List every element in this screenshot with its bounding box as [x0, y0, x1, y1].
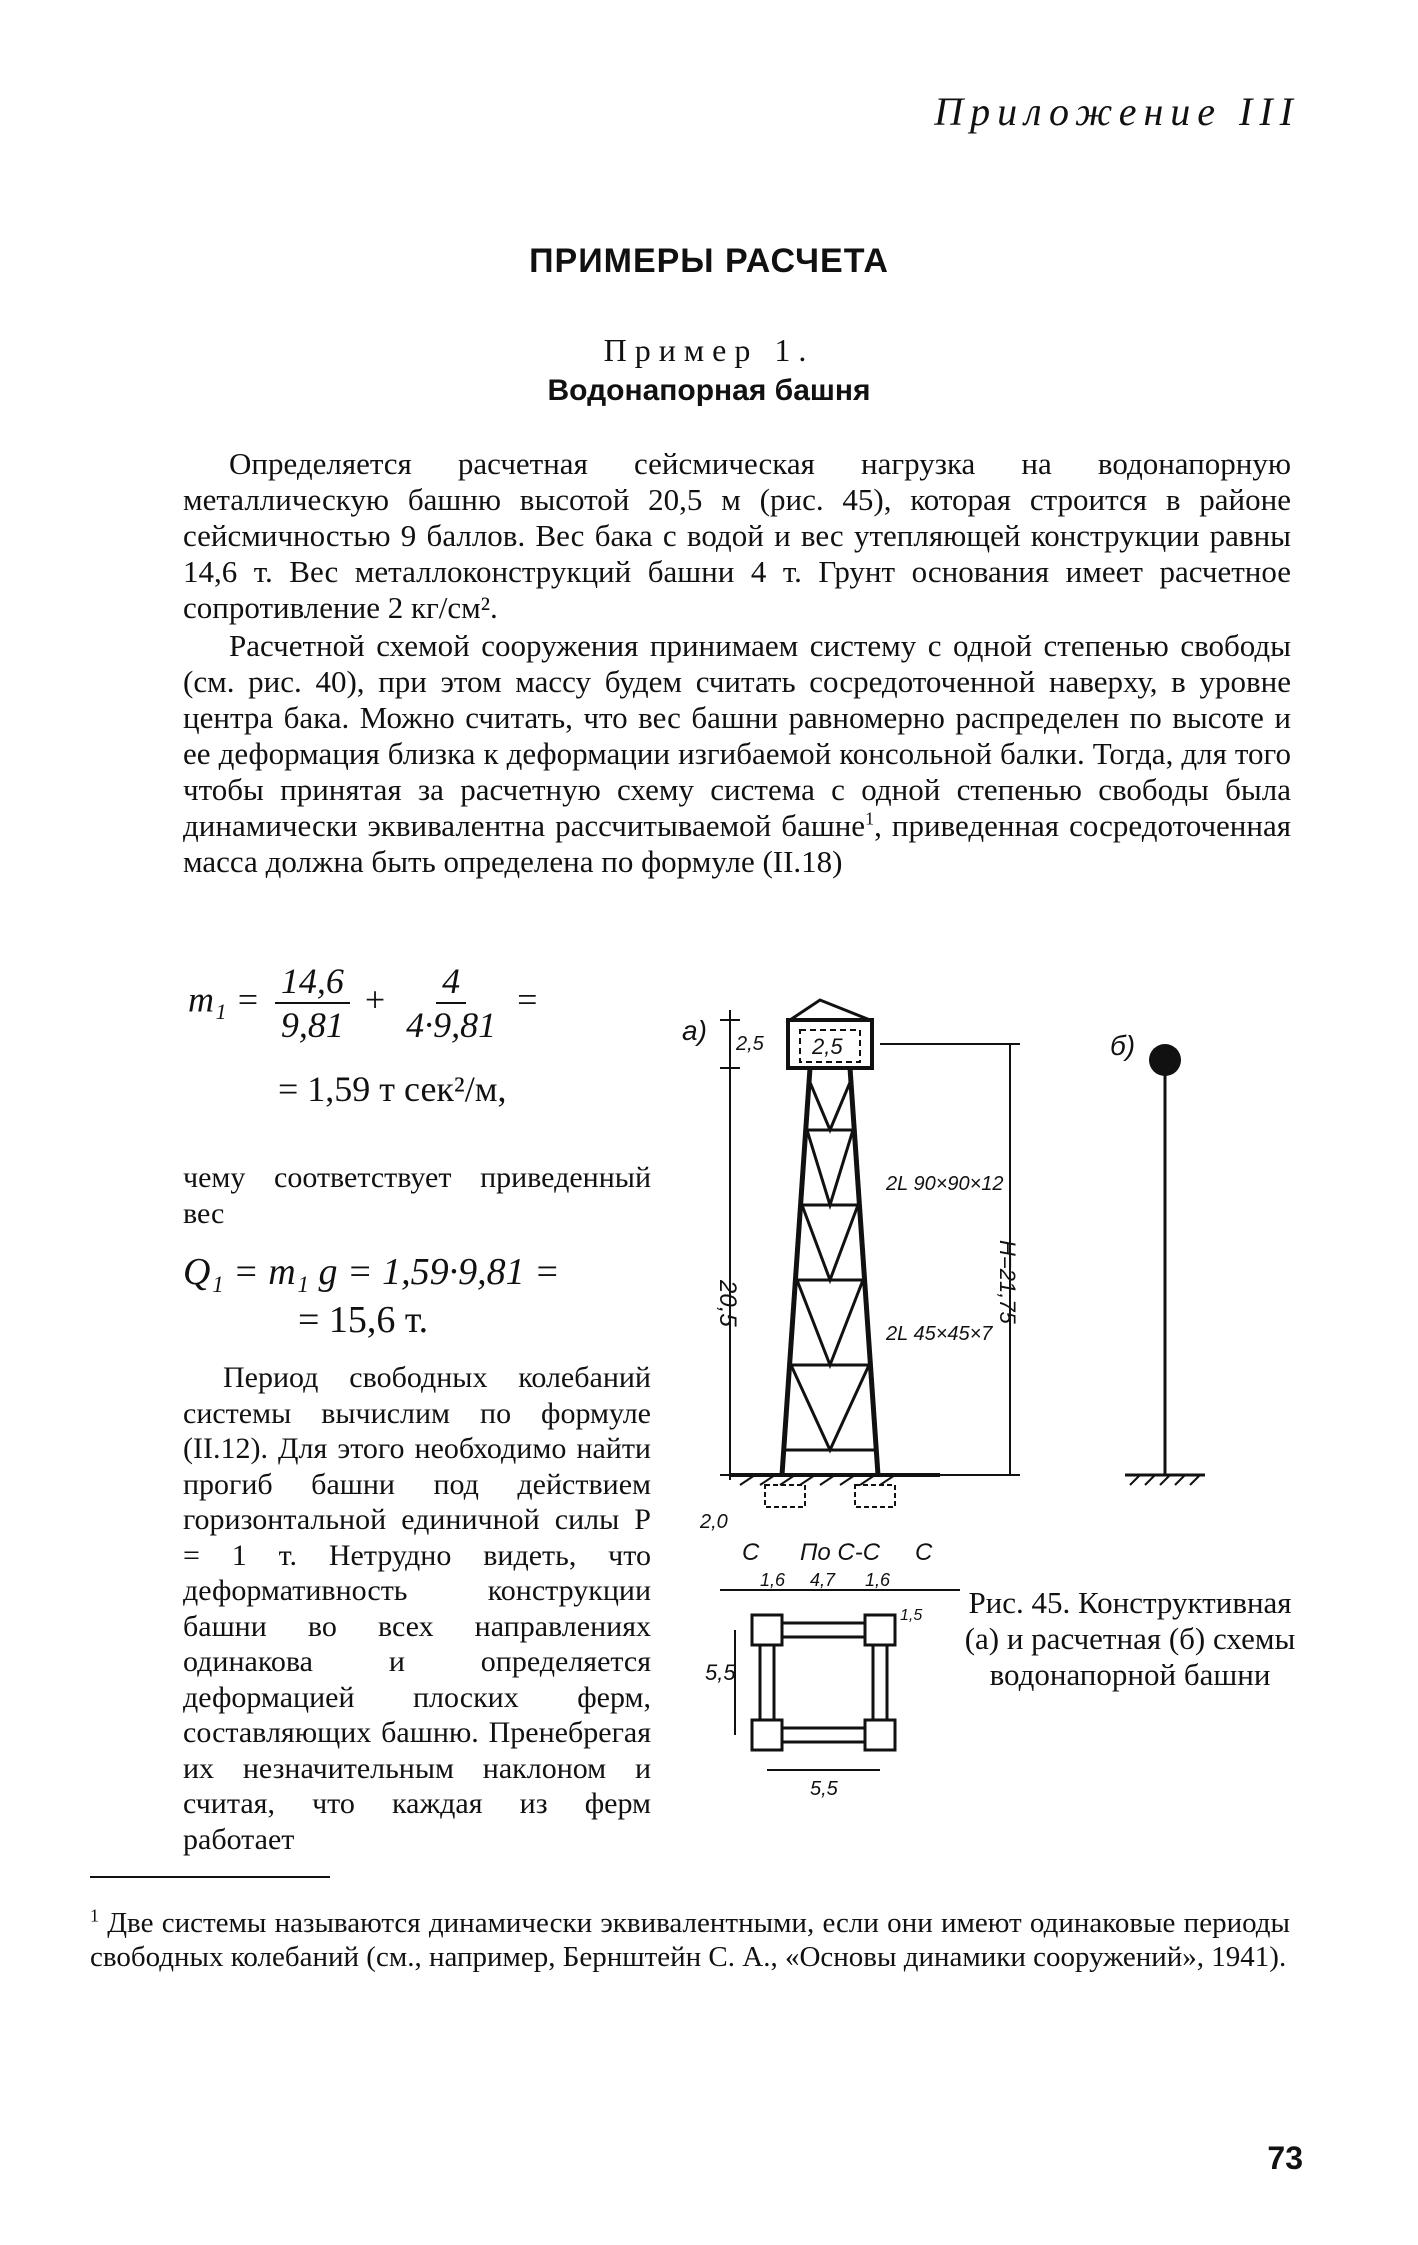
formula-q1-line1: Q₁ = m₁ g = 1,59·9,81 =	[183, 1251, 560, 1293]
fraction-2-num: 4	[436, 960, 466, 1004]
paragraph-3: чему соответствует приведенный вес	[183, 1161, 651, 1230]
dim-H: H=21,75	[995, 1240, 1020, 1324]
fraction-1	[275, 960, 350, 1046]
example-name: Водонапорная башня	[547, 374, 871, 407]
paragraph-2	[183, 628, 1291, 880]
footnote-mark: 1	[90, 1905, 99, 1926]
footnote	[90, 1906, 1290, 1974]
cut-right: С	[915, 1539, 933, 1566]
section-title: ПРИМЕРЫ РАСЧЕТА	[529, 242, 889, 280]
formula-q1-line2: = 15,6 т.	[298, 1299, 429, 1341]
section-label: По С-С	[800, 1539, 881, 1566]
fraction-2-den: 4·9,81	[406, 1005, 497, 1045]
footnote-ref: 1	[865, 808, 875, 829]
formula-eq: =	[517, 979, 538, 1020]
plan-dim-6: 5,5	[810, 1778, 838, 1800]
label-a: а)	[682, 1015, 707, 1046]
formula-m1-result: = 1,59 т сек²/м,	[278, 1069, 507, 1109]
paragraph-4-text: Период свободных колебаний системы вычислим по формуле (II.12). Для этого необходимо найти прогиб башни под действием горизонтальной единичной силы P = 1 т. Нетрудно видеть, что деформативность конструкции башни во всех направлениях одинакова и определяется деформацией плоских ферм, составляющих башню. Пренебрегая их незначительным наклоном и считая, что каждая из ферм работает	[183, 1361, 651, 1856]
paragraph-2-text-a: Расчетной схемой сооружения принимаем систему с одной степенью свободы (см. рис. 40), при этом массу будем считать сосредоточенной наверху, в уровне центра бака. Можно считать, что вес башни равномерно распределен по высоте и ее деформация близка к деформации изгибаемой консольной балки. Тогда, для того чтобы принятая за расчетную схему система с одной степенью свободы была динамически эквивалентна рассчитываемой башне	[183, 628, 1291, 843]
formula-m1	[188, 960, 537, 1046]
paragraph-1	[183, 446, 1291, 626]
paragraph-1-text: Определяется расчетная сейсмическая нагрузка на водонапорную металлическую башню высотой 20,5 м (рис. 45), которая строится в районе сейсмичностью 9 баллов. Вес бака с водой и вес утепляющей конструкции равны 14,6 т. Вес металлоконструкций башни 4 т. Грунт основания имеет расчетное сопротивление 2 кг/см².	[183, 446, 1291, 625]
page-number: 73	[1267, 2140, 1303, 2176]
fraction-1-den: 9,81	[280, 1005, 344, 1045]
example-label: Пример 1.	[603, 332, 815, 368]
plan-dim-5: 5,5	[705, 1660, 736, 1685]
plan-dim-3: 1,6	[865, 1570, 891, 1590]
plan-dim-1: 1,6	[760, 1570, 786, 1590]
angle-section-1: 2L 90×90×12	[886, 1173, 1004, 1195]
dim-foundation: 2,0	[700, 1511, 728, 1533]
figure-caption: Рис. 45. Конструктивная (а) и расчетная (б) схемы водонапорной башни	[964, 1585, 1296, 1692]
cut-left: С	[742, 1539, 760, 1566]
formula-m1-lhs: m₁ =	[188, 979, 260, 1020]
appendix-heading: Приложение III	[934, 89, 1300, 134]
paragraph-4	[183, 1360, 651, 1857]
fraction-2	[400, 960, 502, 1046]
angle-section-2: 2L 45×45×7	[886, 1323, 993, 1345]
plan-dim-4: 1,5	[900, 1607, 923, 1624]
dim-top: 2,5	[736, 1033, 764, 1055]
plan-dim-2: 4,7	[810, 1570, 836, 1590]
dim-tank: 2,5	[812, 1034, 843, 1059]
paragraph-2-text-b: , приведенная сосредоточенная масса должна быть определена по формуле (II.18)	[183, 808, 1291, 879]
fraction-1-num: 14,6	[275, 960, 350, 1004]
dim-height: 20,5	[714, 1280, 741, 1327]
mass-point	[1149, 1044, 1181, 1076]
footnote-rule	[90, 1876, 330, 1878]
formula-plus: +	[364, 979, 386, 1020]
label-b: б)	[1110, 1030, 1136, 1061]
footnote-text: Две системы называются динамически эквивалентными, если они имеют одинаковые периоды свободных колебаний (см., например, Бернштейн С. А., «Основы динамики сооружений», 1941).	[90, 1907, 1291, 1973]
